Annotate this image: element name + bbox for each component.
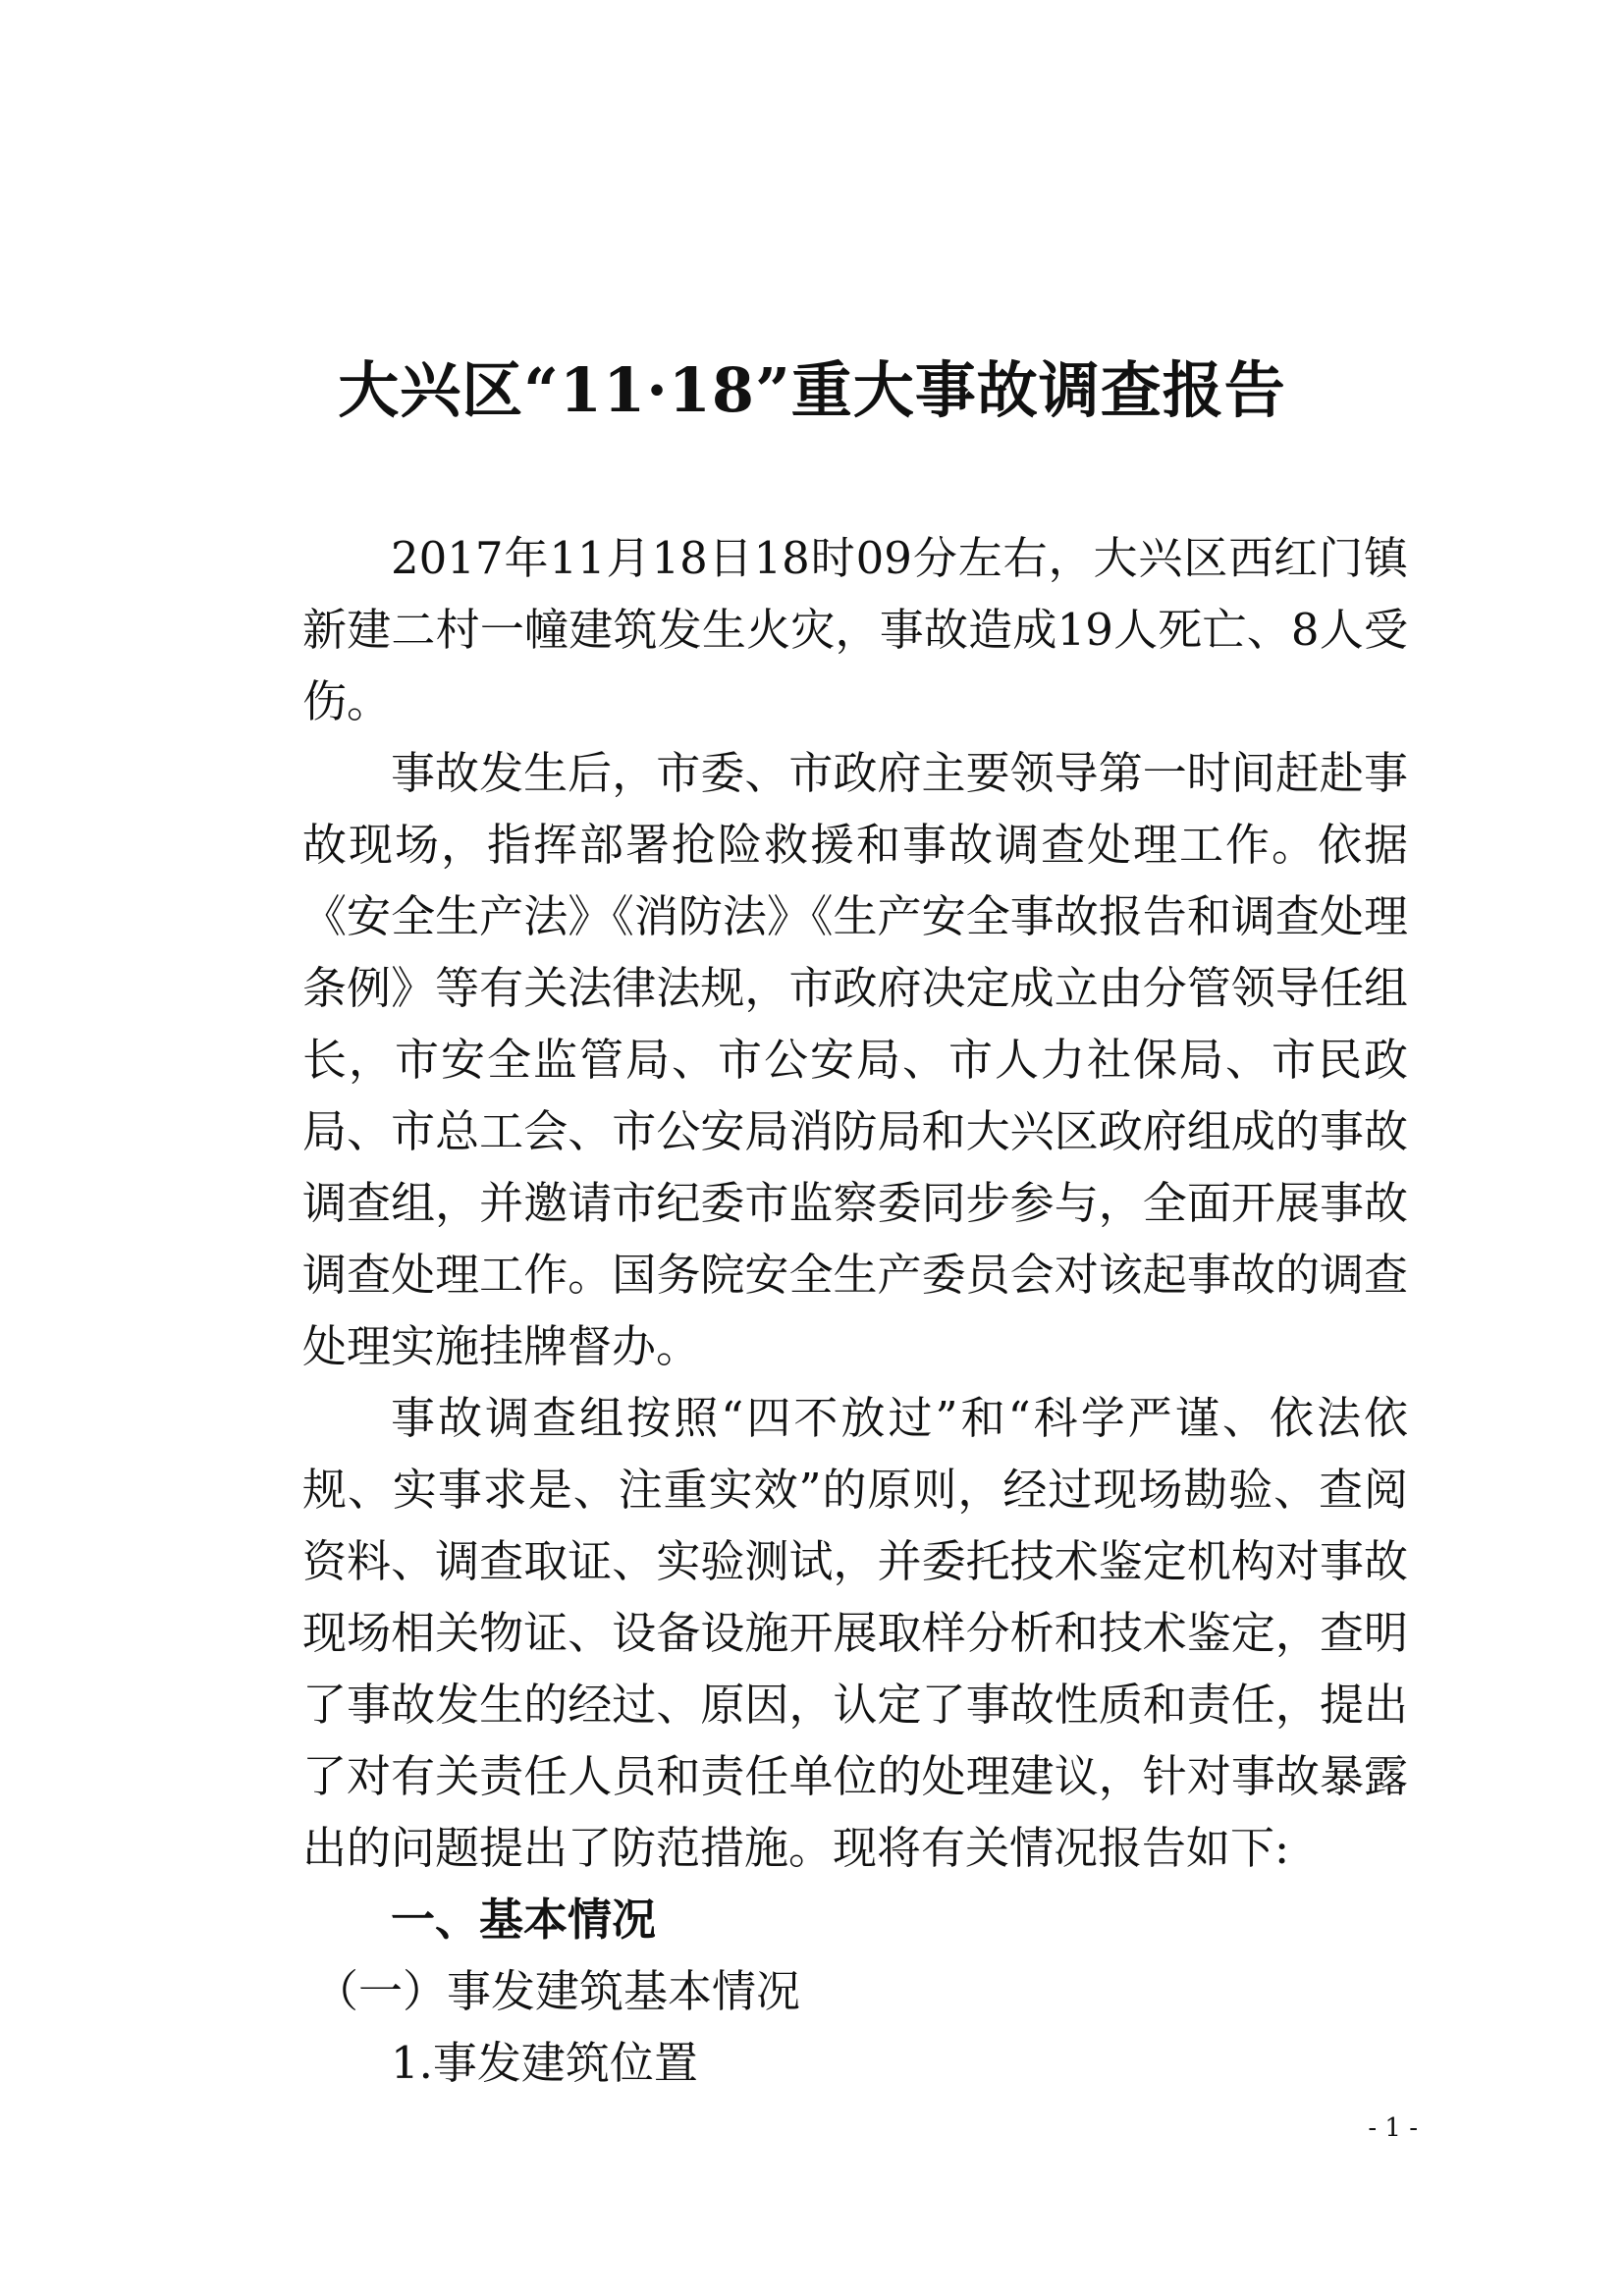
page-number: - 1 -: [1368, 2113, 1418, 2143]
section-heading-text: 一、基本情况: [391, 1894, 657, 1946]
section-heading: [302, 1884, 1408, 1955]
item-heading-text: 1.事发建筑位置: [391, 2037, 698, 2089]
document-body: [302, 522, 1408, 2099]
paragraph-investigation-setup: 事故发生后，市委、市政府主要领导第一时间赶赴事故现场，指挥部署抢险救援和事故调查处理工作。依据《安全生产法》《消防法》《生产安全事故报告和调查处理条例》等有关法律法规，市政府决定成立由分管领导任组长，市安全监管局、市公安局、市人力社保局、市民政局、市总工会、市公安局消防局和大兴区政府组成的事故调查组，并邀请市纪委市监察委同步参与，全面开展事故调查处理工作。国务院安全生产委员会对该起事故的调查处理实施挂牌督办。: [302, 747, 1408, 1372]
paragraph-incident-summary: 2017年11月18日18时09分左右，大兴区西红门镇新建二村一幢建筑发生火灾，事故造成19人死亡、8人受伤。: [302, 532, 1408, 727]
paragraph-investigation-principles: 事故调查组按照“四不放过”和“科学严谨、依法依规、实事求是、注重实效”的原则，经过现场勘验、查阅资料、调查取证、实验测试，并委托技术鉴定机构对事故现场相关物证、设备设施开展取样分析和技术鉴定，查明了事故发生的经过、原因，认定了事故性质和责任，提出了对有关责任人员和责任单位的处理建议，针对事故暴露出的问题提出了防范措施。现将有关情况报告如下:: [302, 1392, 1408, 1874]
subsection-heading: [302, 1955, 1408, 2027]
document-title: 大兴区“11·18”重大事故调查报告: [338, 354, 1286, 426]
subsection-heading-text: （一）事发建筑基本情况: [314, 1965, 801, 2017]
item-heading: [302, 2027, 1408, 2099]
